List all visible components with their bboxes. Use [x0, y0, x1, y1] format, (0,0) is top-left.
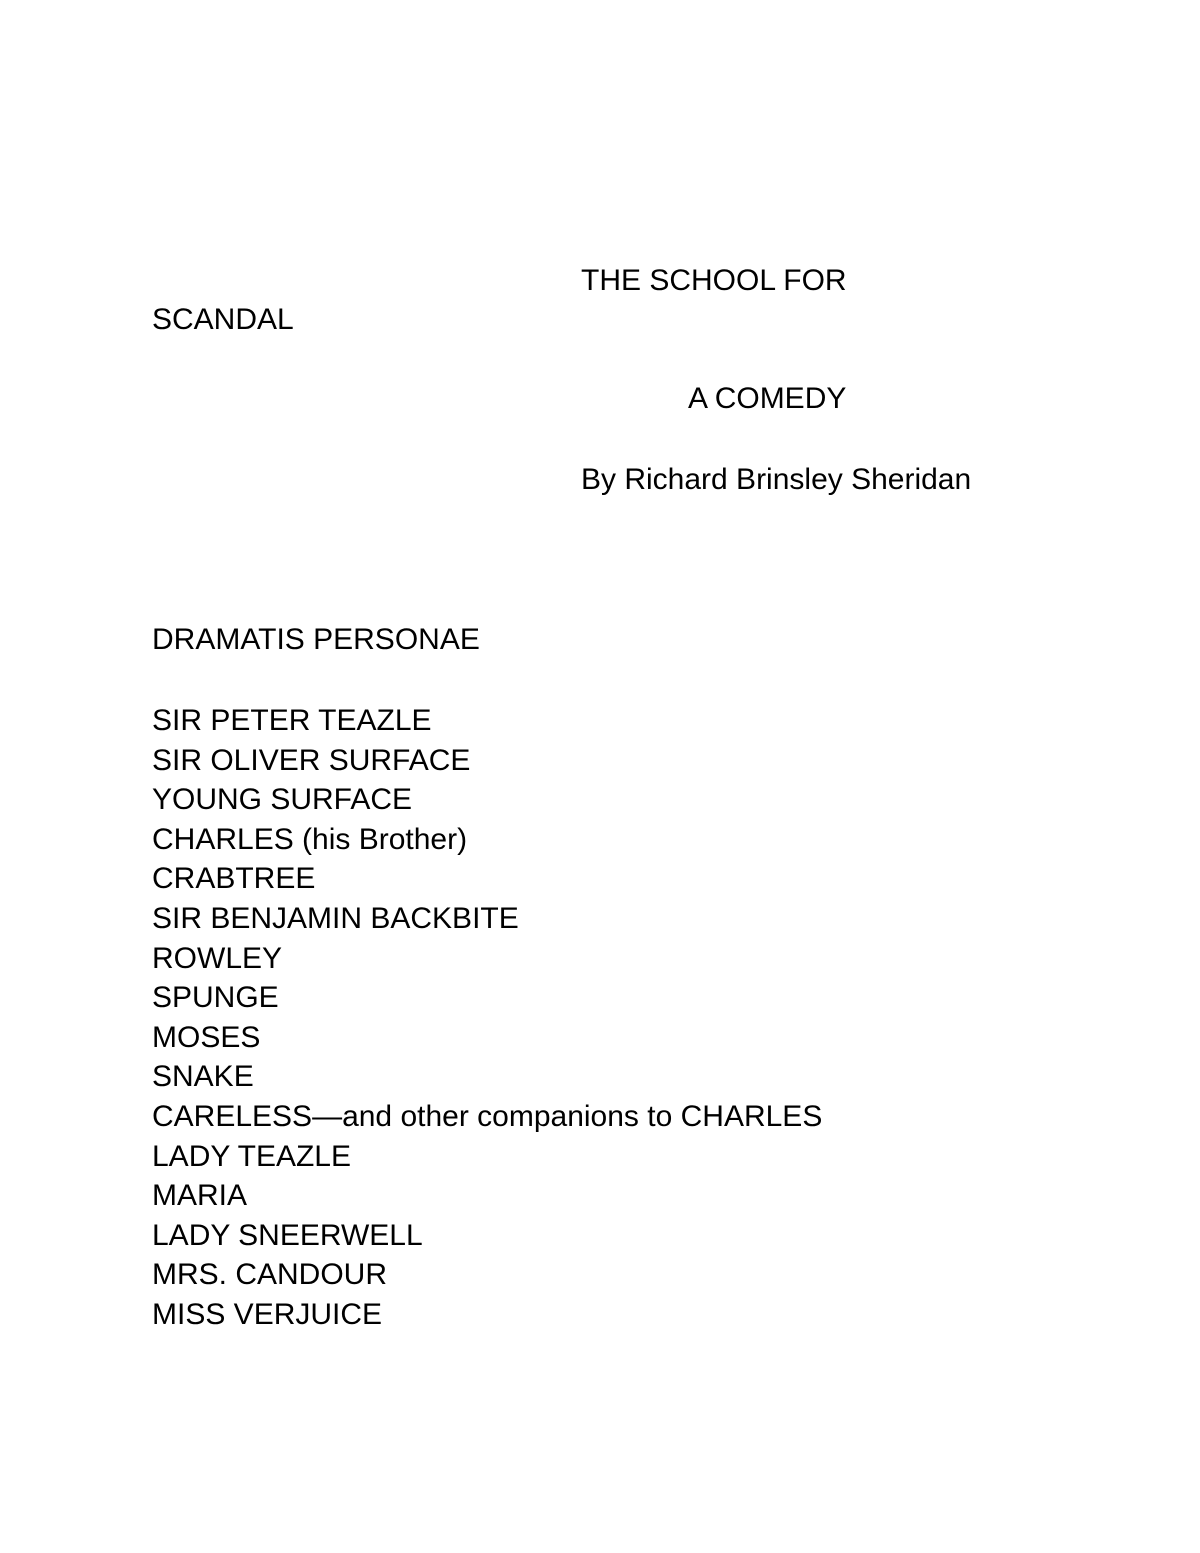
list-item: CARELESS—and other companions to CHARLES — [152, 1099, 823, 1133]
list-item: SNAKE — [152, 1060, 254, 1094]
list-item: LADY TEAZLE — [152, 1139, 351, 1173]
list-item: MARIA — [152, 1179, 248, 1213]
list-item: SPUNGE — [152, 981, 279, 1015]
list-item: CRABTREE — [152, 862, 316, 896]
subtitle: A COMEDY — [688, 382, 847, 415]
list-item: SIR PETER TEAZLE — [152, 704, 432, 737]
section-heading: DRAMATIS PERSONAE — [152, 623, 480, 656]
list-item: MRS. CANDOUR — [152, 1258, 388, 1292]
list-item: MOSES — [152, 1020, 261, 1054]
list-item: YOUNG SURFACE — [152, 783, 413, 817]
list-item: MISS VERJUICE — [152, 1297, 383, 1331]
title-line-1: THE SCHOOL FOR — [581, 264, 847, 297]
title-line-2: SCANDAL — [152, 303, 294, 336]
list-item: ROWLEY — [152, 941, 283, 975]
list-item: CHARLES (his Brother) — [152, 822, 468, 856]
character-list — [152, 701, 822, 1335]
list-item: SIR OLIVER SURFACE — [152, 743, 471, 777]
list-item: LADY SNEERWELL — [152, 1218, 423, 1252]
author-line: By Richard Brinsley Sheridan — [581, 463, 972, 496]
list-item: SIR BENJAMIN BACKBITE — [152, 901, 519, 935]
